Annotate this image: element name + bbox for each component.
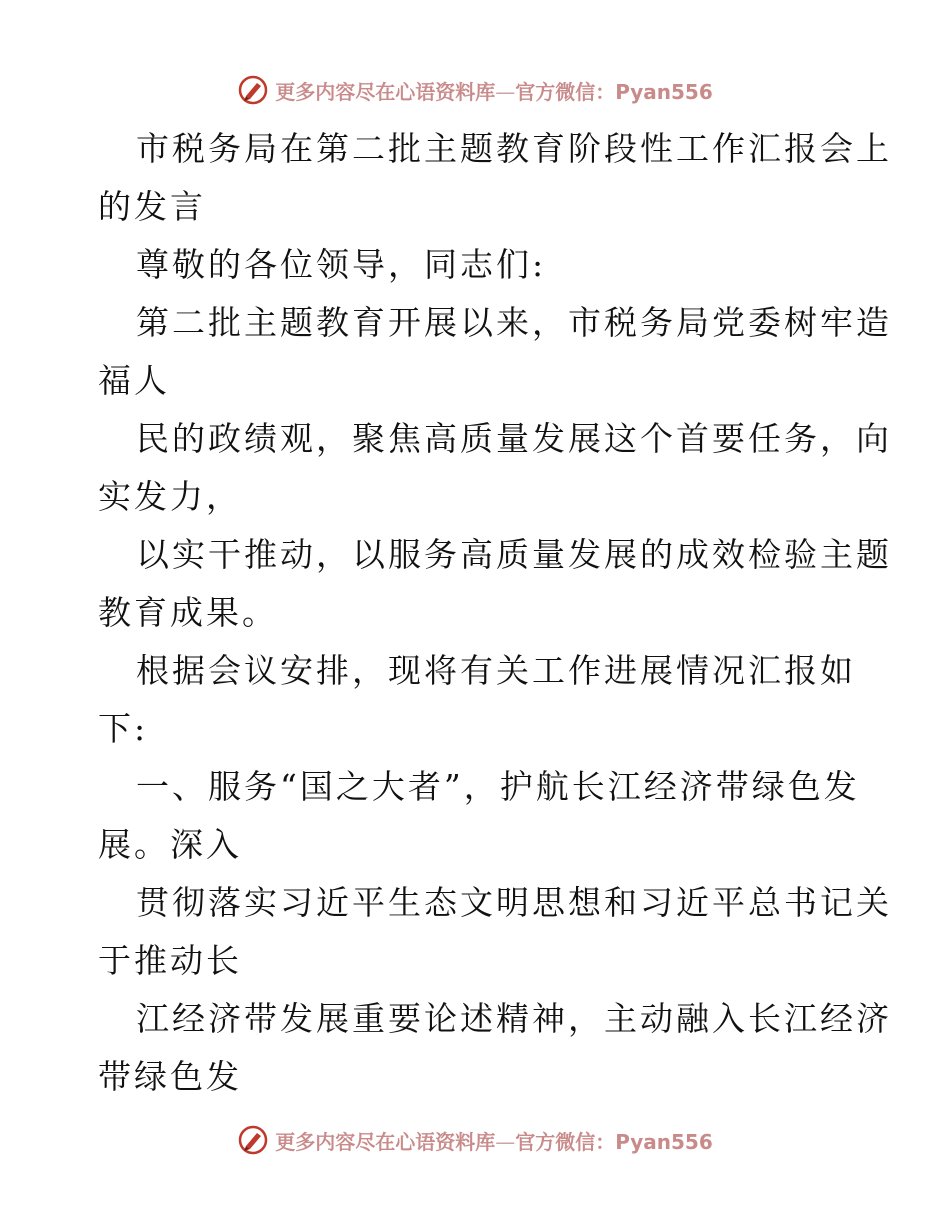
footer-watermark [0, 1120, 950, 1160]
pen-logo-icon [237, 1124, 269, 1156]
header-watermark [0, 70, 950, 110]
text-line: 展。深入 [98, 825, 242, 864]
text-line: 贯彻落实习近平生态文明思想和习近平总书记关 [136, 883, 892, 922]
text-line: 教育成果。 [98, 593, 278, 632]
watermark-text: 更多内容尽在心语资料库—官方微信：Pyan556 [275, 79, 713, 104]
text-line: 带绿色发 [98, 1057, 242, 1096]
text-line: 福人 [98, 361, 170, 400]
text-line: 下: [98, 709, 149, 748]
text-line: 江经济带发展重要论述精神，主动融入长江经济 [136, 999, 892, 1038]
text-line: 实发力， [98, 477, 242, 516]
text-line: 以实干推动，以服务高质量发展的成效检验主题 [136, 535, 892, 574]
text-line: 的发言 [98, 187, 206, 226]
text-line: 尊敬的各位领导，同志们: [136, 245, 547, 284]
document-body [98, 120, 892, 1106]
pen-logo-icon [237, 74, 269, 106]
watermark-text: 更多内容尽在心语资料库—官方微信：Pyan556 [275, 1129, 713, 1154]
text-line: 民的政绩观，聚焦高质量发展这个首要任务，向 [136, 419, 892, 458]
text-line: 第二批主题教育开展以来，市税务局党委树牢造 [136, 303, 892, 342]
text-line: 市税务局在第二批主题教育阶段性工作汇报会上 [136, 129, 892, 168]
text-line: 于推动长 [98, 941, 242, 980]
text-line: 一、服务“国之大者”，护航长江经济带绿色发 [136, 767, 860, 806]
text-line: 根据会议安排，现将有关工作进展情况汇报如 [136, 651, 856, 690]
